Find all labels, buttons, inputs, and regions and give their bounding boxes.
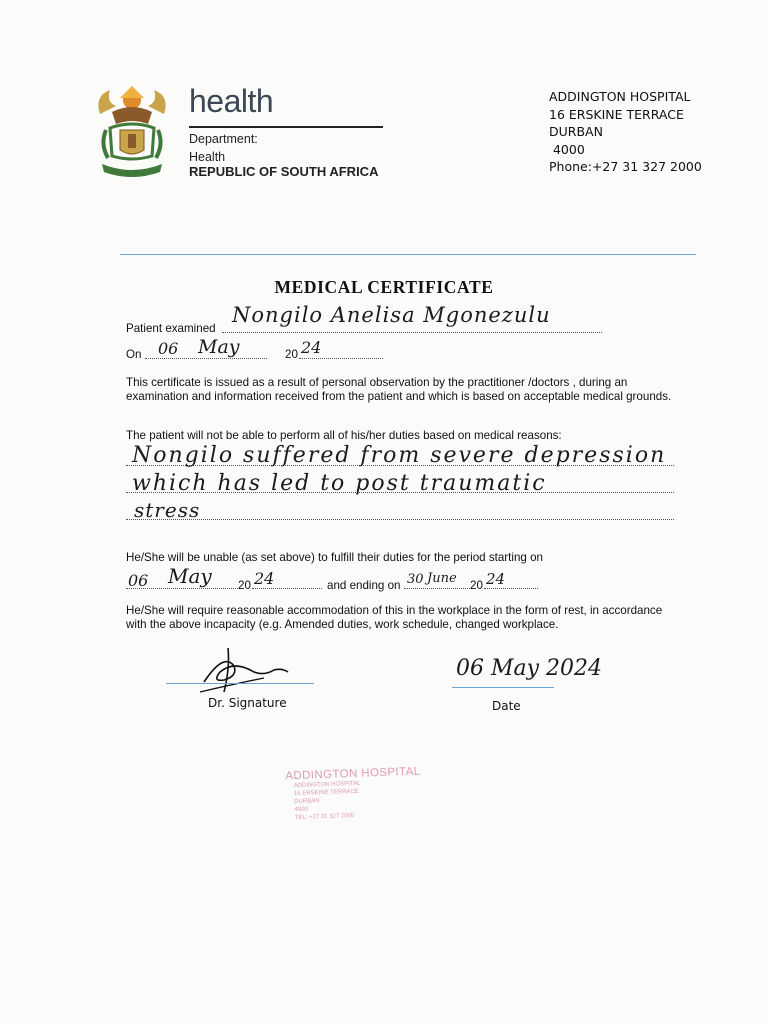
exam-year-suffix: 24 [301,338,322,357]
country-name: REPUBLIC OF SOUTH AFRICA [189,164,379,179]
accommodation-statement: He/She will require reasonable accommodation of this in the workplace in the form of rest, in accordance with the above incapacity (e.g. Amended duties, work schedule, changed workplace. [126,604,663,631]
stamp-line: 4000 [294,806,308,814]
address-line: 4000 [549,141,585,157]
date-line [452,687,554,688]
date-examined-line [145,358,267,359]
reason-handwritten-1: Nongilo suffered from severe depression [132,443,667,468]
end-date-line [404,588,470,589]
start-year-suffix: 24 [254,569,275,588]
start-year-prefix: 20 [238,579,251,592]
exam-day: 06 [158,339,179,358]
doctor-signature-icon [194,642,294,700]
start-month: May [168,564,212,588]
exam-month: May [198,336,240,358]
date-label: Date [492,699,521,713]
stamp-line: DURBAN [294,798,320,806]
signature-date-handwritten: 06 May 2024 [456,656,603,681]
reason-handwritten-2: which has led to post traumatic [132,471,547,496]
patient-examined-label: Patient examined [126,322,216,335]
hospital-stamp [285,766,422,823]
dept-line-2: Health [189,150,226,164]
brand-rule [189,126,383,128]
address-line: DURBAN [549,124,603,139]
stamp-line: ADDINGTON HOSPITAL [293,780,361,790]
end-day: 30 [407,572,424,587]
end-month: June [427,571,457,586]
exam-year-line [299,358,383,359]
period-label: He/She will be unable (as set above) to fulfill their duties for the period starting on [126,551,543,564]
patient-name-handwritten: Nongilo Anelisa Mgonezulu [232,303,551,327]
address-line: Phone:+27 31 327 2000 [549,159,702,174]
stamp-line: TEL: +27 31 327 2000 [294,812,355,822]
reason-line-3 [126,519,674,520]
end-year-line [484,588,538,589]
start-year-line [252,588,322,589]
reason-handwritten-3: stress [134,498,201,522]
ending-label: and ending on [327,579,401,592]
dept-line-1: Department: [189,132,258,146]
department-brand [189,82,389,179]
end-year-prefix: 20 [470,579,483,592]
header-divider [120,254,696,255]
start-day: 06 [128,571,149,590]
coat-of-arms-icon [92,84,172,182]
address-line: ADDINGTON HOSPITAL [549,89,691,104]
hospital-address [549,88,702,176]
certificate-title: MEDICAL CERTIFICATE [274,277,494,297]
certificate-statement: This certificate is issued as a result of personal observation by the practitioner /doctors , during an examination and information received from the patient and which is based on acceptable medical grounds. [126,376,672,403]
patient-name-line [222,332,602,333]
exam-year-prefix: 20 [285,348,298,361]
signature-line [166,683,314,684]
duties-label: The patient will not be able to perform all of his/her duties based on medical reasons: [126,429,562,442]
end-year-suffix: 24 [486,570,506,588]
on-label: On [126,348,142,361]
stamp-title: ADDINGTON HOSPITAL [285,765,421,783]
stamp-line: 16 ERSKINE TERRACE [293,788,359,798]
address-line: 16 ERSKINE TERRACE [549,106,684,122]
brand-word: health [189,83,274,119]
signature-label: Dr. Signature [208,696,287,710]
